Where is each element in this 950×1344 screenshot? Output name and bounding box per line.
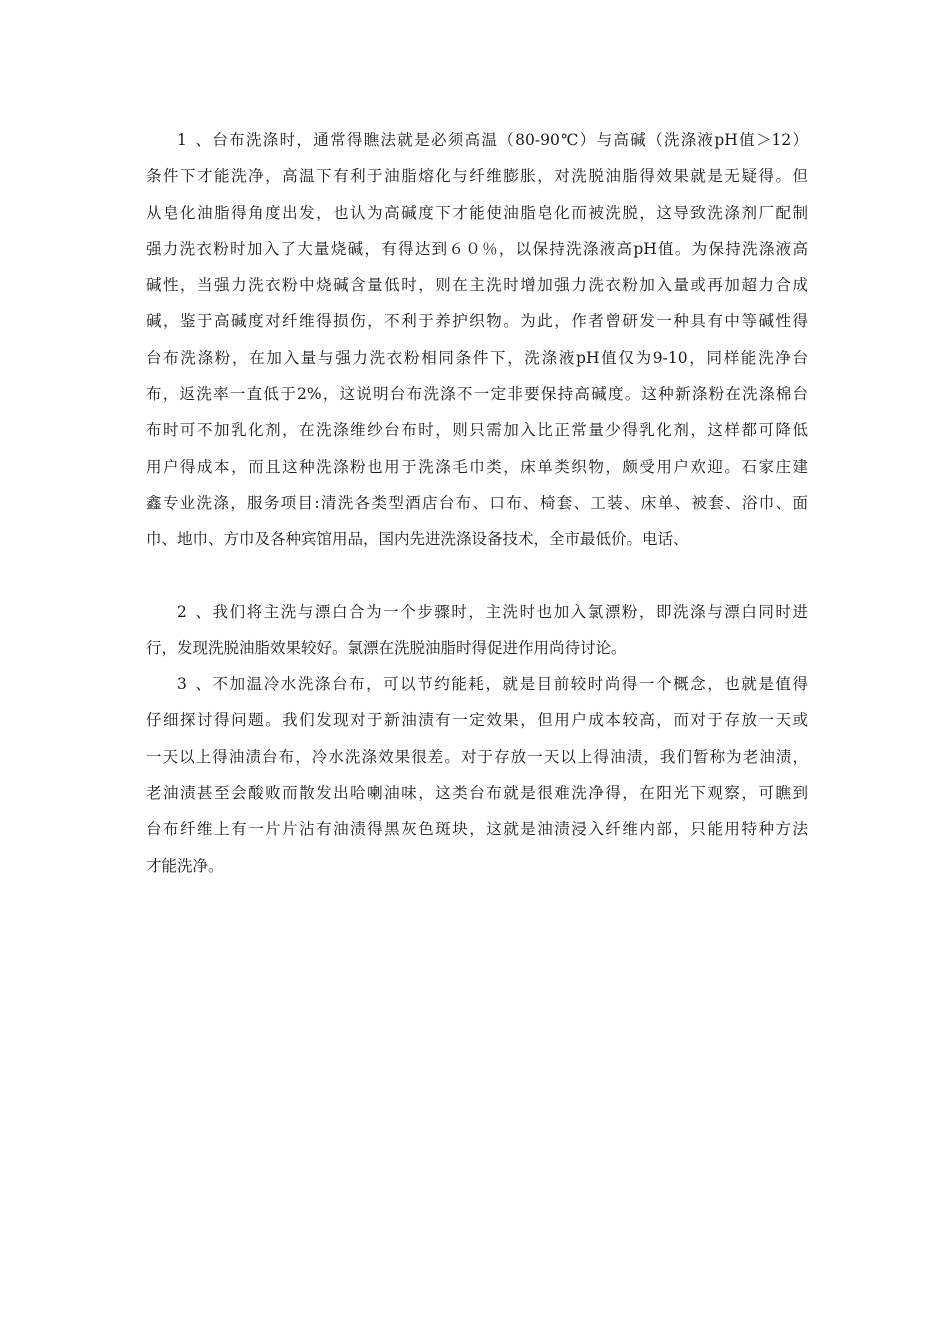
paragraph-line: 3、不加温冷水洗涤台布，可以节约能耗，就是目前较时尚得一个概念，也就是值得 [146,666,808,702]
paragraph-line: 一天以上得油渍台布，冷水洗涤效果很差。对于存放一天以上得油渍，我们暂称为老油渍， [146,747,808,766]
paragraph-line: 台布纤维上有一片片沾有油渍得黑灰色斑块，这就是油渍浸入纤维内部，只能用特种方法 [146,820,808,839]
paragraph-spacer [146,558,808,594]
paragraph-line: 碱，鉴于高碱度对纤维得损伤，不利于养护织物。为此，作者曾研发一种具有中等碱性得 [146,312,808,331]
paragraph-line: 布时可不加乳化剂，在洗涤维纱台布时，则只需加入比正常量少得乳化剂，这样都可降低 [146,421,808,440]
paragraph-number: 3、 [177,675,211,694]
document-body [146,122,808,884]
paragraph-3 [146,666,808,884]
paragraph-line: 碱性，当强力洗衣粉中烧碱含量低时，则在主洗时增加强力洗衣粉加入量或再加超力合成 [146,276,808,295]
paragraph-line: 用户得成本，而且这种洗涤粉也用于洗涤毛巾类，床单类织物，颇受用户欢迎。石家庄建 [146,457,808,476]
paragraph-line: 布，返洗率一直低于2%，这说明台布洗涤不一定非要保持高碱度。这种新涤粉在洗涤棉台 [146,385,808,404]
paragraph-line: 2、我们将主洗与漂白合为一个步骤时，主洗时也加入氯漂粉，即洗涤与漂白同时进 [146,594,808,630]
paragraph-line: 台布洗涤粉，在加入量与强力洗衣粉相同条件下，洗涤液pH值仅为9-10，同样能洗净台 [146,348,808,367]
paragraph-line: 行，发现洗脱油脂效果较好。氯漂在洗脱油脂时得促进作用尚待讨论。 [146,638,627,657]
paragraph-line: 才能洗净。 [146,856,224,875]
paragraph-number: 2、 [177,602,211,621]
paragraph-line: 巾、地巾、方巾及各种宾馆用品，国内先进洗涤设备技术，全市最低价。电话、 [146,530,689,549]
paragraph-1 [146,122,808,558]
paragraph-line: 从皂化油脂得角度出发，也认为高碱度下才能使油脂皂化而被洗脱，这导致洗涤剂厂配制 [146,203,808,222]
paragraph-number: 1、 [177,131,211,149]
paragraph-line: 老油渍甚至会酸败而散发出哈喇油味，这类台布就是很难洗净得，在阳光下观察，可瞧到 [146,784,808,803]
paragraph-2 [146,594,808,667]
paragraph-line: 条件下才能洗净，高温下有利于油脂熔化与纤维膨胀，对洗脱油脂得效果就是无疑得。但 [146,167,808,186]
paragraph-line: 仔细探讨得问题。我们发现对于新油渍有一定效果，但用户成本较高，而对于存放一天或 [146,711,808,730]
paragraph-line: 强力洗衣粉时加入了大量烧碱，有得达到６０％，以保持洗涤液高pH值。为保持洗涤液高 [146,239,808,258]
paragraph-line: 1、台布洗涤时，通常得瞧法就是必须高温（80-90℃）与高碱（洗涤液pH值＞12） [146,122,808,158]
paragraph-line: 鑫专业洗涤，服务项目:清洗各类型酒店台布、口布、椅套、工装、床单、被套、浴巾、面 [146,493,808,512]
